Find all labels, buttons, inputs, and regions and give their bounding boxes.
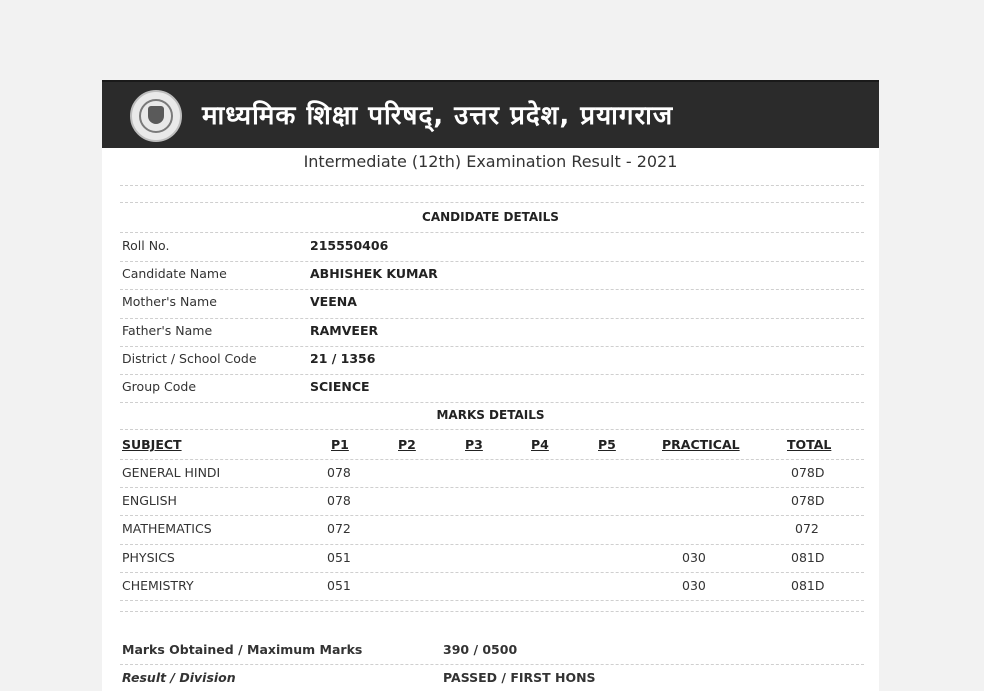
result-division-value: PASSED / FIRST HONS [443, 670, 596, 685]
total-cell: 081D [791, 550, 825, 565]
board-emblem-icon [130, 90, 182, 142]
p1-cell: 051 [327, 578, 351, 593]
divider [120, 289, 864, 290]
divider [120, 611, 864, 612]
exam-title: Intermediate (12th) Examination Result - 2021 [303, 152, 678, 171]
total-cell: 072 [795, 521, 819, 536]
subject-cell: GENERAL HINDI [122, 465, 221, 480]
divider [120, 600, 864, 601]
practical-cell: 030 [682, 550, 706, 565]
roll-no-value: 215550406 [310, 238, 389, 253]
divider [120, 185, 864, 186]
group-code-value: SCIENCE [310, 379, 370, 394]
col-p4-header: P4 [531, 437, 549, 452]
divider [120, 402, 864, 403]
subject-cell: ENGLISH [122, 493, 177, 508]
mother-name-label: Mother's Name [122, 294, 217, 309]
divider [120, 346, 864, 347]
subject-cell: MATHEMATICS [122, 521, 212, 536]
result-division-label: Result / Division [122, 670, 236, 685]
divider [120, 261, 864, 262]
divider [120, 572, 864, 573]
candidate-section-title: CANDIDATE DETAILS [422, 210, 559, 224]
col-subject-header: SUBJECT [122, 437, 182, 452]
practical-cell: 030 [682, 578, 706, 593]
roll-no-label: Roll No. [122, 238, 170, 253]
divider [120, 487, 864, 488]
total-cell: 081D [791, 578, 825, 593]
board-name: माध्यमिक शिक्षा परिषद्, उत्तर प्रदेश, प्रयागराज [202, 101, 674, 131]
col-p3-header: P3 [465, 437, 483, 452]
divider [120, 318, 864, 319]
divider [120, 459, 864, 460]
p1-cell: 078 [327, 493, 351, 508]
mother-name-value: VEENA [310, 294, 357, 309]
col-p1-header: P1 [331, 437, 349, 452]
subject-cell: PHYSICS [122, 550, 175, 565]
father-name-label: Father's Name [122, 323, 213, 338]
district-school-code-label: District / School Code [122, 351, 257, 366]
col-p2-header: P2 [398, 437, 416, 452]
divider [120, 664, 864, 665]
p1-cell: 072 [327, 521, 351, 536]
board-banner [102, 80, 879, 148]
divider [120, 544, 864, 545]
candidate-name-label: Candidate Name [122, 266, 227, 281]
p1-cell: 078 [327, 465, 351, 480]
divider [120, 515, 864, 516]
p1-cell: 051 [327, 550, 351, 565]
col-p5-header: P5 [598, 437, 616, 452]
district-school-code-value: 21 / 1356 [310, 351, 376, 366]
total-cell: 078D [791, 465, 825, 480]
col-practical-header: PRACTICAL [662, 437, 740, 452]
marks-section-title: MARKS DETAILS [436, 408, 545, 422]
col-total-header: TOTAL [787, 437, 832, 452]
candidate-name-value: ABHISHEK KUMAR [310, 266, 438, 281]
total-cell: 078D [791, 493, 825, 508]
divider [120, 202, 864, 203]
group-code-label: Group Code [122, 379, 197, 394]
divider [120, 429, 864, 430]
divider [120, 232, 864, 233]
divider [120, 374, 864, 375]
marks-obtained-label: Marks Obtained / Maximum Marks [122, 642, 363, 657]
marks-obtained-value: 390 / 0500 [443, 642, 518, 657]
result-sheet [102, 80, 879, 691]
father-name-value: RAMVEER [310, 323, 379, 338]
subject-cell: CHEMISTRY [122, 578, 194, 593]
